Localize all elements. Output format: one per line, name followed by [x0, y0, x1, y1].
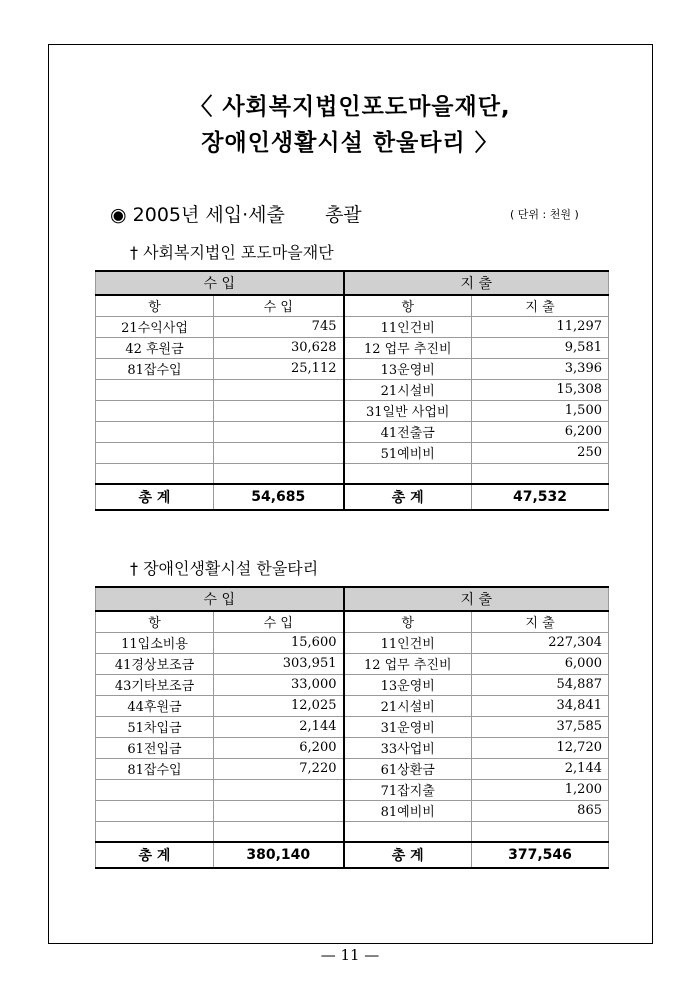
total-label: 총 계 [344, 842, 472, 868]
income-item-value: 30,628 [214, 337, 344, 358]
col-income: 수 입 [214, 611, 344, 632]
income-item-value [214, 379, 344, 400]
income-item-name [96, 421, 214, 442]
table-row [96, 421, 609, 442]
income-item-value: 7,220 [214, 758, 344, 779]
income-item-name: 81잡수입 [96, 758, 214, 779]
col-item: 항 [344, 295, 472, 316]
expense-item-value: 227,304 [472, 632, 609, 653]
foundation-budget-table [95, 270, 609, 511]
total-row [96, 484, 609, 510]
total-label: 총 계 [96, 842, 214, 868]
income-header: 수 입 [96, 271, 344, 295]
total-label: 총 계 [344, 484, 472, 510]
income-total: 54,685 [214, 484, 344, 510]
income-item-name: 51차입금 [96, 716, 214, 737]
expense-item-name: 13운영비 [344, 358, 472, 379]
income-item-value: 6,200 [214, 737, 344, 758]
income-item-value: 25,112 [214, 358, 344, 379]
col-income: 수 입 [214, 295, 344, 316]
expense-item-value: 54,887 [472, 674, 609, 695]
expense-header: 지 출 [344, 587, 609, 611]
expense-item-value: 250 [472, 442, 609, 463]
income-item-name: 42 후원금 [96, 337, 214, 358]
expense-item-value: 2,144 [472, 758, 609, 779]
expense-item-value: 9,581 [472, 337, 609, 358]
foundation-label: † 사회복지법인 포도마을재단 [130, 243, 334, 262]
expense-item-value: 6,000 [472, 653, 609, 674]
income-item-name: 61전입금 [96, 737, 214, 758]
income-item-name [96, 800, 214, 821]
table-row [96, 653, 609, 674]
facility-budget-table [95, 586, 609, 869]
page-title-line1: 〈 사회복지법인포도마을재단, [189, 94, 511, 120]
table-row [96, 316, 609, 337]
income-item-name [96, 379, 214, 400]
expense-item-value: 11,297 [472, 316, 609, 337]
expense-item-name: 51예비비 [344, 442, 472, 463]
column-header-row [96, 295, 609, 316]
income-item-value: 12,025 [214, 695, 344, 716]
expense-item-name: 21시설비 [344, 695, 472, 716]
table-row [96, 800, 609, 821]
facility-label: † 장애인생활시설 한울타리 [130, 559, 319, 578]
income-item-name [96, 442, 214, 463]
income-item-value [214, 442, 344, 463]
table-row [96, 737, 609, 758]
total-row [96, 842, 609, 868]
table-row [96, 400, 609, 421]
table-row [96, 674, 609, 695]
expense-item-value: 6,200 [472, 421, 609, 442]
table-row [96, 758, 609, 779]
expense-item-name: 12 업무 추진비 [344, 337, 472, 358]
expense-item-value: 34,841 [472, 695, 609, 716]
page-number: — 11 — [320, 946, 380, 964]
expense-item-name: 11인건비 [344, 632, 472, 653]
income-item-name [96, 400, 214, 421]
income-item-value [214, 421, 344, 442]
expense-item-name: 13운영비 [344, 674, 472, 695]
income-item-name: 21수익사업 [96, 316, 214, 337]
col-expense: 지 출 [472, 611, 609, 632]
income-item-value [214, 800, 344, 821]
expense-item-value [472, 821, 609, 842]
table-row [96, 821, 609, 842]
unit-note: ( 단위 : 천원 ) [510, 208, 579, 221]
expense-item-name: 21시설비 [344, 379, 472, 400]
table-header-row [96, 587, 609, 611]
expense-item-name: 12 업무 추진비 [344, 653, 472, 674]
expense-item-name: 81예비비 [344, 800, 472, 821]
expense-item-value: 37,585 [472, 716, 609, 737]
table-row [96, 463, 609, 484]
table-row [96, 442, 609, 463]
income-item-name [96, 821, 214, 842]
income-total: 380,140 [214, 842, 344, 868]
section-heading [110, 200, 362, 227]
expense-item-name: 11인건비 [344, 316, 472, 337]
income-item-value [214, 821, 344, 842]
income-item-value: 745 [214, 316, 344, 337]
income-item-name: 81잡수입 [96, 358, 214, 379]
income-item-value: 33,000 [214, 674, 344, 695]
expense-item-name: 31운영비 [344, 716, 472, 737]
income-item-value: 15,600 [214, 632, 344, 653]
table-row [96, 716, 609, 737]
table-row [96, 695, 609, 716]
table-header-row [96, 271, 609, 295]
col-expense: 지 출 [472, 295, 609, 316]
expense-item-name [344, 463, 472, 484]
section-heading-text: 2005년 세입·세출 [132, 204, 285, 226]
income-item-value [214, 400, 344, 421]
income-item-name: 43기타보조금 [96, 674, 214, 695]
expense-item-name: 33사업비 [344, 737, 472, 758]
expense-item-name: 61상환금 [344, 758, 472, 779]
expense-item-value: 1,500 [472, 400, 609, 421]
expense-item-name: 71잡지출 [344, 779, 472, 800]
expense-item-name: 41전출금 [344, 421, 472, 442]
table-row [96, 779, 609, 800]
table-row [96, 358, 609, 379]
col-item: 항 [344, 611, 472, 632]
total-label: 총 계 [96, 484, 214, 510]
expense-item-value: 1,200 [472, 779, 609, 800]
income-item-name: 44후원금 [96, 695, 214, 716]
col-item: 항 [96, 295, 214, 316]
table-row [96, 337, 609, 358]
income-item-name: 41경상보조금 [96, 653, 214, 674]
table-row [96, 379, 609, 400]
expense-total: 377,546 [472, 842, 609, 868]
income-item-name [96, 463, 214, 484]
section-heading-text2: 총괄 [324, 204, 362, 226]
expense-item-value: 15,308 [472, 379, 609, 400]
expense-item-name [344, 821, 472, 842]
col-item: 항 [96, 611, 214, 632]
income-item-value [214, 463, 344, 484]
income-item-value: 2,144 [214, 716, 344, 737]
expense-header: 지 출 [344, 271, 609, 295]
expense-item-value: 865 [472, 800, 609, 821]
income-item-name [96, 779, 214, 800]
expense-item-value: 3,396 [472, 358, 609, 379]
column-header-row [96, 611, 609, 632]
expense-item-name: 31일반 사업비 [344, 400, 472, 421]
income-header: 수 입 [96, 587, 344, 611]
income-item-value: 303,951 [214, 653, 344, 674]
table-row [96, 632, 609, 653]
bullet-marker-icon: ◉ [110, 204, 127, 226]
page-title-line2: 장애인생활시설 한울타리 〉 [201, 130, 499, 156]
expense-item-value [472, 463, 609, 484]
expense-item-value: 12,720 [472, 737, 609, 758]
income-item-value [214, 779, 344, 800]
expense-total: 47,532 [472, 484, 609, 510]
income-item-name: 11입소비용 [96, 632, 214, 653]
